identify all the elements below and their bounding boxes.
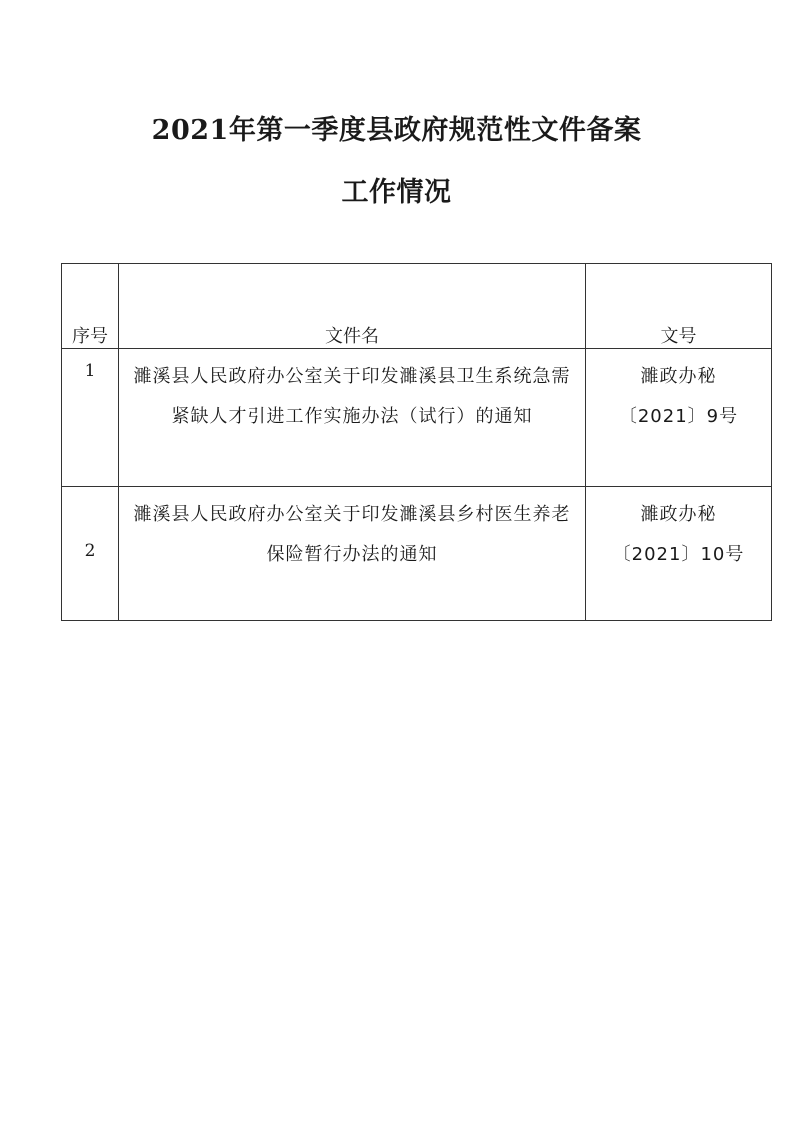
row-seq: 2	[62, 487, 119, 621]
filing-table	[61, 263, 772, 621]
table-row	[62, 487, 772, 621]
document-title: 2021年第一季度县政府规范性文件备案	[151, 115, 642, 146]
row-file-name: 濉溪县人民政府办公室关于印发濉溪县卫生系统急需紧缺人才引进工作实施办法（试行）的通知	[119, 349, 586, 487]
row-doc-number	[586, 487, 772, 621]
table-row	[62, 349, 772, 487]
row-seq: 1	[62, 349, 119, 487]
doc-number-serial: 〔2021〕9号	[618, 406, 739, 427]
row-doc-number	[586, 349, 772, 487]
doc-number-serial: 〔2021〕10号	[612, 544, 745, 565]
table-header-row	[62, 264, 772, 349]
row-file-name: 濉溪县人民政府办公室关于印发濉溪县乡村医生养老保险暂行办法的通知	[119, 487, 586, 621]
doc-number-prefix: 濉政办秘	[640, 366, 717, 387]
header-file-name: 文件名	[119, 264, 586, 349]
doc-number-prefix: 濉政办秘	[640, 504, 717, 525]
header-doc-number: 文号	[586, 264, 772, 349]
header-seq: 序号	[62, 264, 119, 349]
document-subtitle: 工作情况	[341, 177, 452, 208]
